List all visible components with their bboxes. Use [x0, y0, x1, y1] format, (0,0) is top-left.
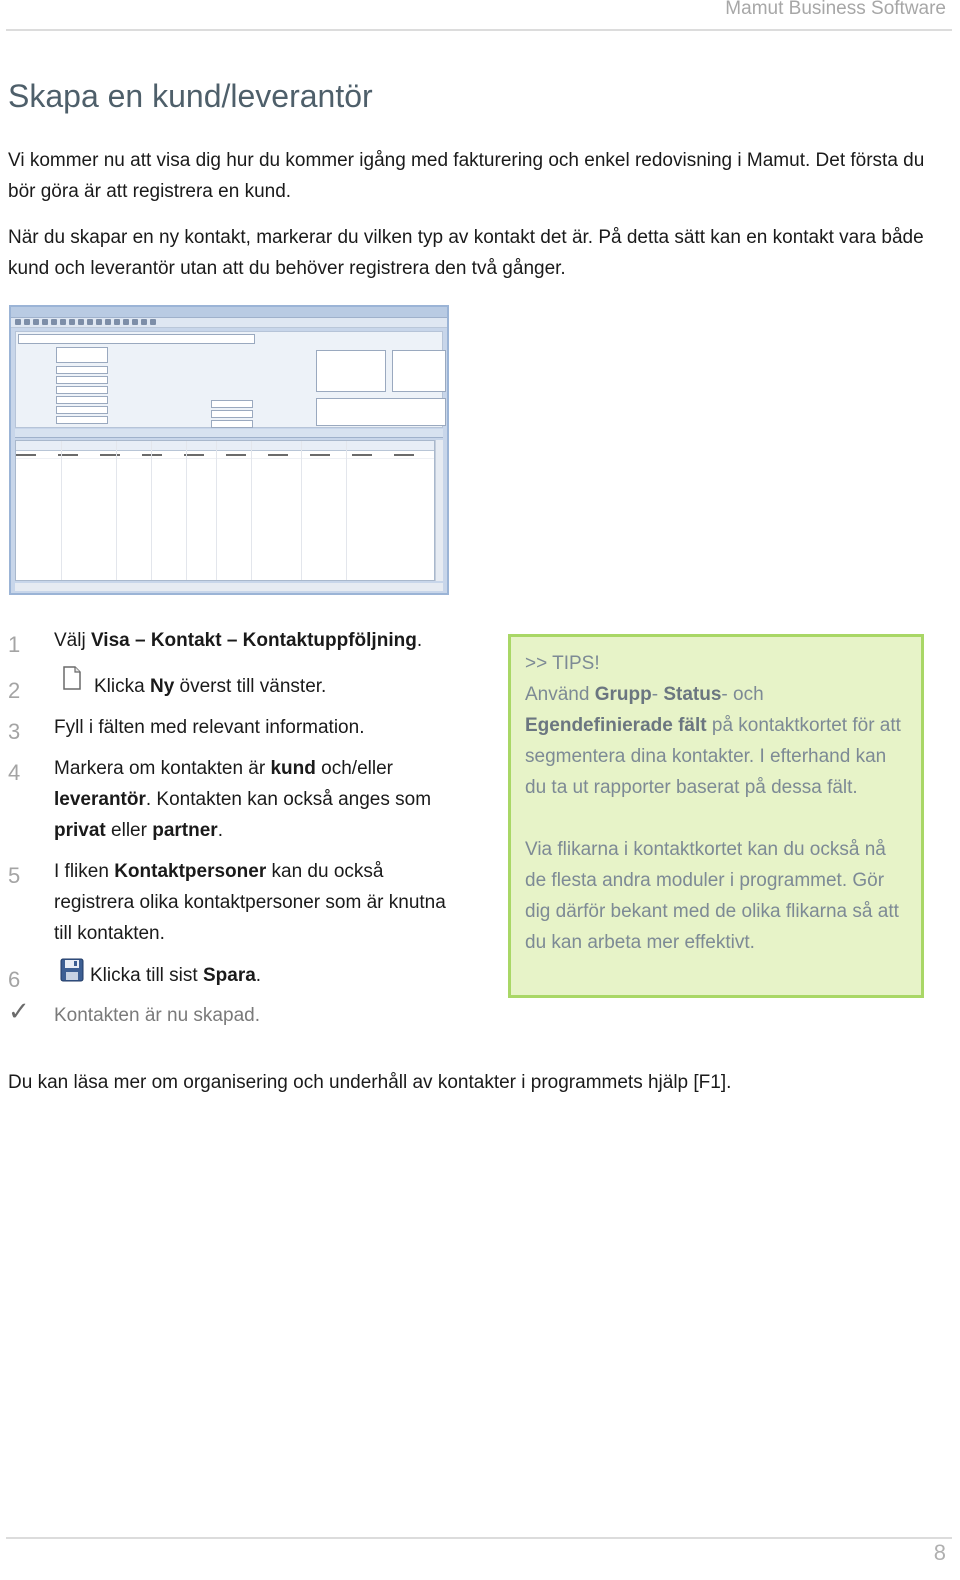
tips-paragraph-2: Via flikarna i kontaktkortet kan du också nå de flesta andra moduler i programmet. Gör dig därför bekant med de olika flikarna så att du kan arbeta mer effektivt. — [525, 839, 899, 953]
step-1-text: Välj Visa – Kontakt – Kontaktuppföljning. — [54, 630, 423, 651]
header-brand: Mamut Business Software — [725, 0, 946, 19]
intro-paragraph-2: När du skapar en ny kontakt, markerar du vilken typ av kontakt det är. På detta sätt kan en kontakt vara både kund och leverantör utan att du behöver registrera den två gånger. — [8, 227, 924, 279]
step-3-text: Fyll i fälten med relevant information. — [54, 717, 365, 738]
screenshot-contact-form — [15, 331, 443, 428]
screenshot-statusbar — [15, 583, 443, 591]
step-number-3: 3 — [8, 719, 21, 744]
tips-paragraph-1: Använd Grupp- Status- och Egendefinierade fält på kontaktkortet för att segmentera dina kontakter. I efterhand kan du ta ut rapporter baserat på dessa fält. — [525, 684, 901, 798]
screenshot-toolbar — [11, 318, 447, 328]
step-number-2: 2 — [8, 678, 21, 703]
screenshot-contact-grid — [15, 440, 435, 581]
help-footnote: Du kan läsa mer om organisering och underhåll av kontakter i programmets hjälp [F1]. — [8, 1072, 732, 1093]
tips-box — [508, 634, 924, 998]
page-title: Skapa en kund/leverantör — [8, 78, 373, 114]
step-number-5: 5 — [8, 863, 21, 888]
save-disk-icon — [60, 958, 84, 982]
step-4-text: Markera om kontakten är kund och/eller leverantör. Kontakten kan också anges som privat eller partner. — [54, 758, 432, 841]
step-6-text: Klicka till sist Spara. — [90, 965, 262, 986]
tips-heading: >> TIPS! — [525, 653, 600, 674]
screenshot-titlebar — [11, 307, 447, 318]
done-text: Kontakten är nu skapad. — [54, 1005, 260, 1026]
step-number-6: 6 — [8, 967, 21, 992]
step-number-1: 1 — [8, 632, 21, 657]
screenshot-scrollbar — [435, 440, 443, 581]
step-number-4: 4 — [8, 760, 21, 785]
step-5-text: I fliken Kontaktpersoner kan du också registrera olika kontaktpersoner som är knutna till kontakten. — [54, 861, 446, 944]
header-rule — [6, 29, 952, 31]
screenshot-tab-strip — [15, 429, 443, 438]
intro-paragraph-1: Vi kommer nu att visa dig hur du kommer igång med fakturering och enkel redovisning i Mamut. Det första du bör göra är att registrera en kund. — [8, 150, 925, 202]
step-2-text: Klicka Ny överst till vänster. — [94, 676, 327, 697]
checkmark-icon: ✓ — [8, 996, 30, 1026]
contact-window-screenshot — [9, 305, 449, 595]
new-document-icon — [62, 666, 82, 690]
footer-rule — [6, 1537, 952, 1539]
page-number: 8 — [933, 1540, 946, 1565]
